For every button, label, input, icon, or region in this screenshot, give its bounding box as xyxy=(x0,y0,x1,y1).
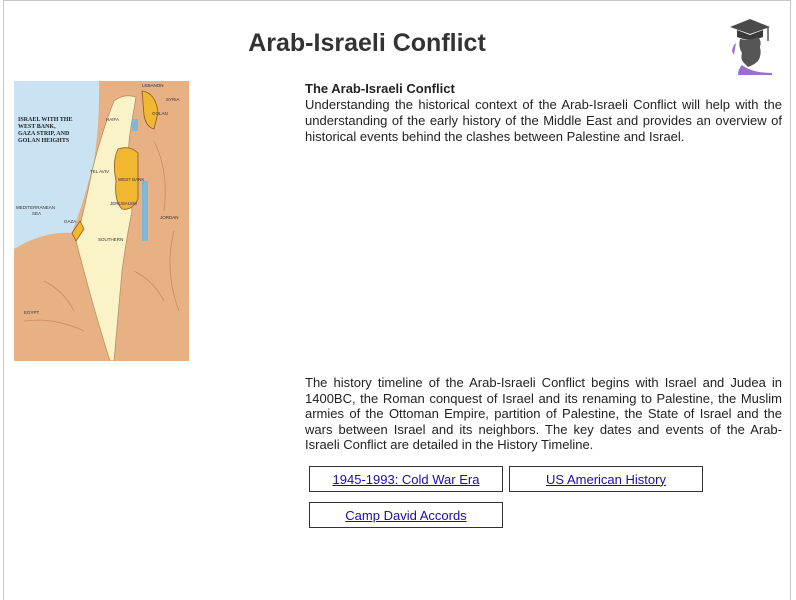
cold-war-link[interactable]: 1945-1993: Cold War Era xyxy=(332,471,480,487)
map-label-syria: SYRIA xyxy=(166,97,180,102)
map-label-haifa: HAIFA xyxy=(106,117,120,122)
map-label-southern: SOUTHERN xyxy=(98,237,124,242)
map-legend-line-3: GAZA STRIP, AND xyxy=(18,131,70,137)
intro-section xyxy=(305,81,782,145)
map-legend-line-4: GOLAN HEIGHTS xyxy=(18,138,70,144)
map-label-lebanon: LEBANON xyxy=(142,83,164,88)
map-legend-line-2: WEST BANK, xyxy=(18,124,56,130)
map-label-gaza: GAZA xyxy=(64,219,77,224)
camp-david-link[interactable]: Camp David Accords xyxy=(345,507,467,523)
us-history-link-box xyxy=(509,466,703,492)
intro-text: Understanding the historical context of the Arab-Israeli Conflict will help with the understanding of the early history of the Middle East and provides an overview of historical events behind the clashes between Palestine and Israel. xyxy=(305,97,782,144)
map-label-jerusalem: JERUSALEM xyxy=(110,201,138,206)
page-title: Arab-Israeli Conflict xyxy=(248,29,486,57)
map-label-egypt: EGYPT xyxy=(24,310,40,315)
graduate-silhouette-logo xyxy=(724,15,776,75)
map-label-sea: MEDITERRANEAN xyxy=(16,205,56,210)
map-label-west-bank: WEST BANK xyxy=(118,177,145,182)
israel-map xyxy=(14,81,189,361)
history-text: The history timeline of the Arab-Israeli Conflict begins with Israel and Judea in 1400BC, the Roman conquest of Israel and its renaming to Palestine, the Muslim armies of the Ottoman Empire, partition of Palestine, the State of Israel and the wars between Israel and its neighbors. The key dates and events of the Arab-Israeli Conflict are detailed in the History Timeline. xyxy=(305,375,782,452)
map-legend-line-1: ISRAEL WITH THE xyxy=(18,117,73,123)
us-history-link[interactable]: US American History xyxy=(546,471,666,487)
map-label-jordan: JORDAN xyxy=(160,215,179,220)
map-label-golan: GOLAN xyxy=(152,111,168,116)
map-label-sea-2: SEA xyxy=(32,211,42,216)
cold-war-link-box xyxy=(309,466,503,492)
map-label-tel-aviv: TEL AVIV xyxy=(90,169,110,174)
intro-heading: The Arab-Israeli Conflict xyxy=(305,81,455,96)
camp-david-link-box xyxy=(309,502,503,528)
